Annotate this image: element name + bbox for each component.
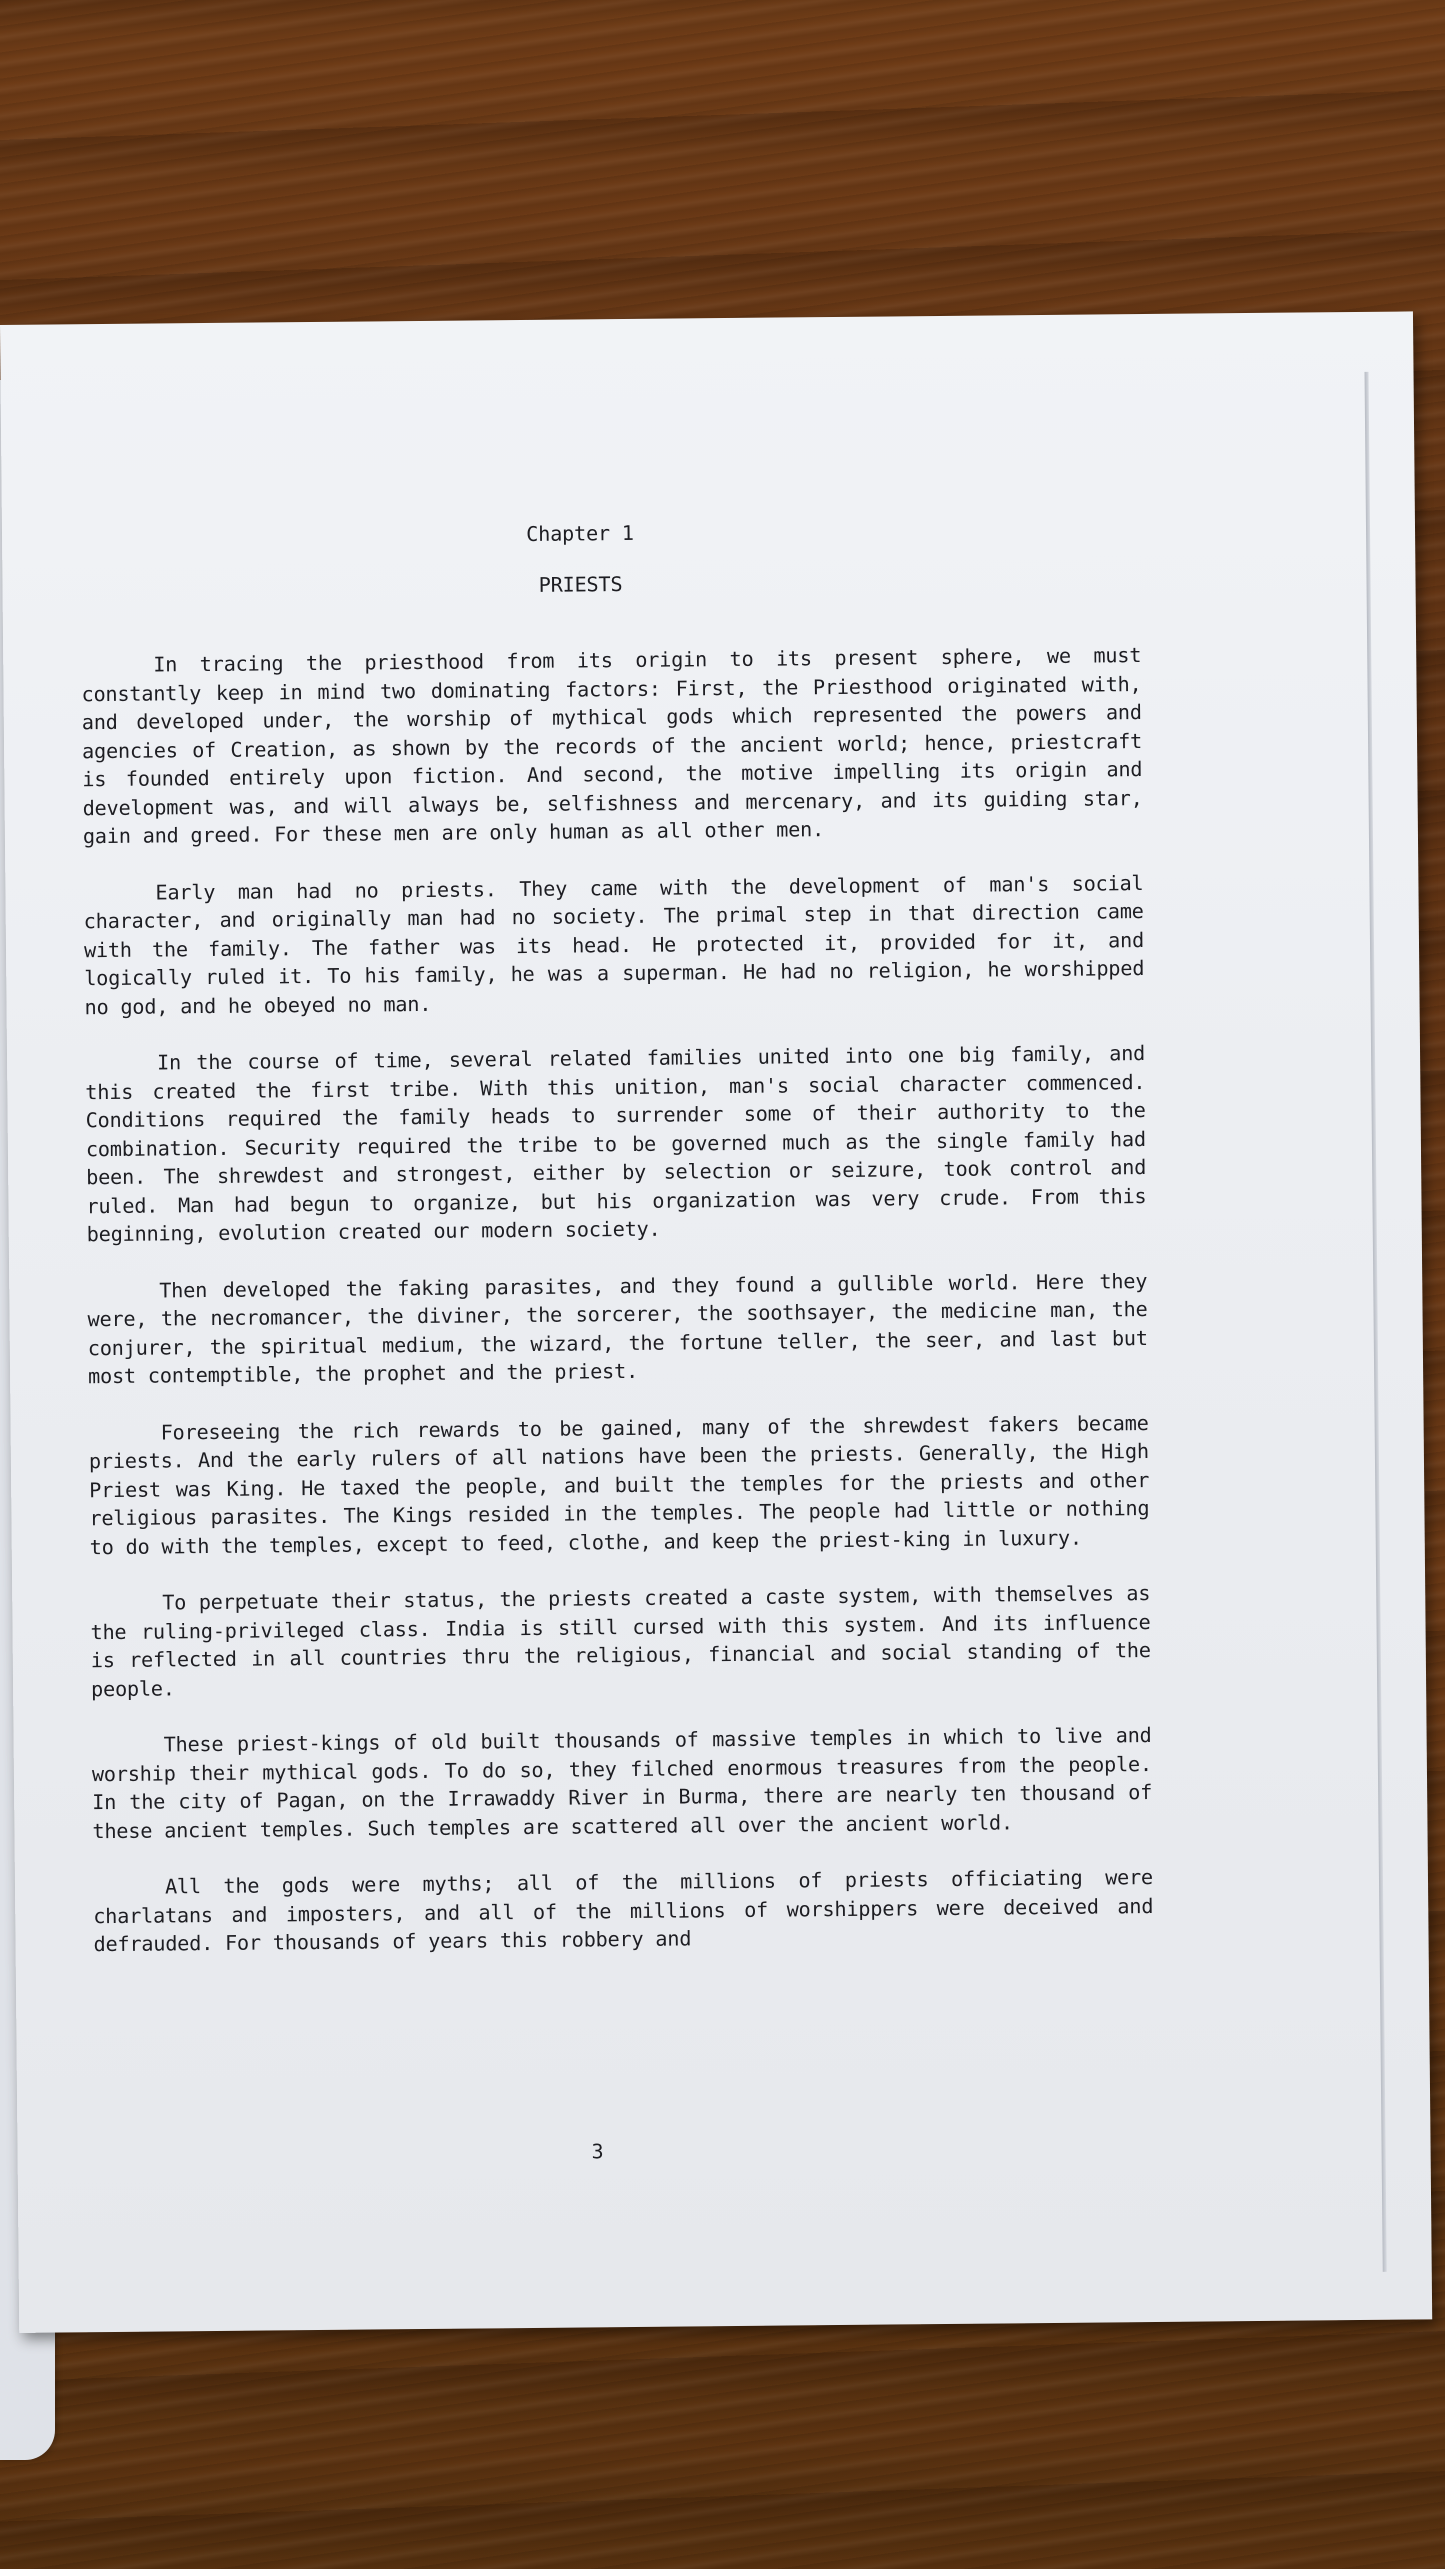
paragraph-3: In the course of time, several related families united into one big family, and this created the first tribe. With this unition, man's social character commenced. Conditions required the family heads to surrender some of their authority to the combination. Security required the tribe to be governed much as the single family had been. The shrewdest and strongest, either by selection or seizure, took control and ruled. Man had begun to organize, but his organization was very crude. From this beginning, evolution created our modern society. [85,1041,1147,1247]
page-number: 3 [591,2139,604,2164]
page-edge-shadow [1365,372,1387,2272]
document-page [0,311,1432,2332]
paragraph-5: Foreseeing the rich rewards to be gained, many of the shrewdest fakers became priests. And the early rulers of all nations have been the priests. Generally, the High Priest was King. He taxed the people, and built the temples for the priests and other religious parasites. The Kings resided in the temples. The people had little or nothing to do with the temples, except to feed, clothe, and keep the priest-king in luxury. [88,1410,1150,1559]
paragraph-2: Early man had no priests. They came with the development of man's social character, and originally man had no society. The primal step in that direction came with the family. The father was its head. He protected it, provided for it, and logically ruled it. To his family, he was a superman. He had no religion, he worshipped no god, and he obeyed no man. [83,870,1145,1019]
paragraph-4: Then developed the faking parasites, and they found a gullible world. Here they were, the necromancer, the diviner, the sorcerer, the soothsayer, the medicine man, the conjurer, the spiritual medium, the wizard, the fortune teller, the seer, and last but most contemptible, the prophet and the priest. [87,1268,1148,1389]
chapter-title: PRIESTS [538,571,623,597]
paragraph-7: These priest-kings of old built thousands of massive temples in which to live and worship their mythical gods. To do so, they filched enormous treasures from the people. In the city of Pagan, on the Irrawaddy River in Burma, there are nearly ten thousand of these ancient temples. Such temples are scattered all over the ancient world. [91,1723,1153,1843]
paragraph-1: In tracing the priesthood from its origin to its present sphere, we must constantly keep in mind two dominating factors: First, the Priesthood originated with, and developed under, the worship of mythical gods which represented the powers and agencies of Creation, as shown by the records of the ancient world; hence, priestcraft is founded entirely upon fiction. And second, the motive impelling its origin and development was, and will always be, selfishness and mercenary, and its guiding star, gain and greed. For these men are only human as all other men. [81,643,1143,849]
paragraph-8: All the gods were myths; all of the millions of priests officiating were charlatans and imposters, and all of the millions of worshippers were deceived and defrauded. For thousands of years this robbery and [93,1865,1154,1957]
chapter-number: Chapter 1 [526,520,634,546]
paragraph-6: To perpetuate their status, the priests created a caste system, with themselves as the ruling-privileged class. India is still cursed with this system. And its influence is reflected in all countries thru the religious, financial and social standing of the people. [90,1581,1151,1701]
page-content [80,514,1154,1987]
